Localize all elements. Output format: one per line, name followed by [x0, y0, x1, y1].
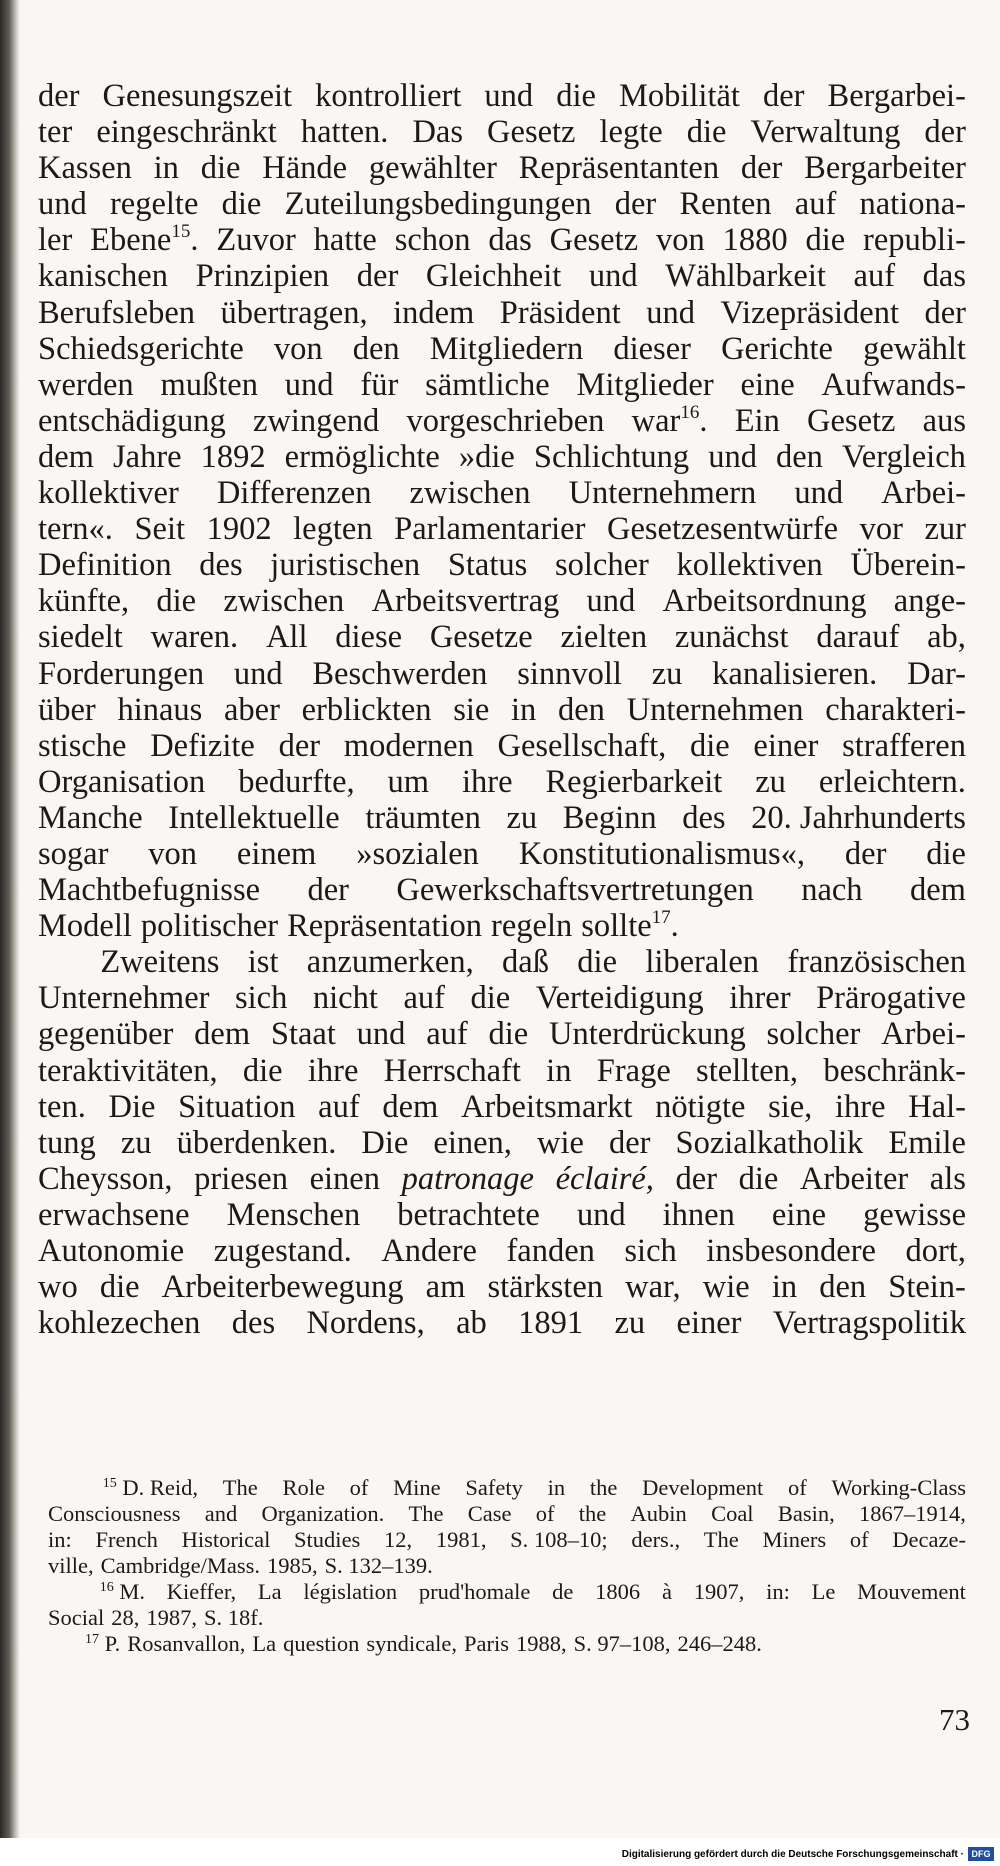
paragraph-1-line-15: künfte, die zwischen Arbeitsvertrag und Arbeitsordnung ange- [38, 583, 966, 620]
paragraph-1-line-3: Kassen in die Hände gewählter Repräsentanten der Bergarbeiter [38, 150, 966, 187]
paragraph-2-line-2: Unternehmer sich nicht auf die Verteidigung ihrer Prärogative [38, 980, 966, 1017]
page-edge-shadow [0, 0, 20, 1866]
paragraph-2-line-11: kohlezechen des Nordens, ab 1891 zu einer Vertragspolitik [38, 1305, 966, 1342]
paragraph-1-line-14: Definition des juristischen Status solcher kollektiven Überein- [38, 547, 966, 584]
footnote-17-line-1: $^{17}$ P. Rosanvallon, La question syndicale, Paris 1988, S. 97–108, 246–248. [85, 1631, 762, 1656]
paragraph-1-line-11: dem Jahre 1892 ermöglichte »die Schlichtung und den Vergleich [38, 438, 966, 475]
digitization-footer [0, 1838, 1000, 1866]
paragraph-1-line-24: Modell politischer Repräsentation regeln sollte$^{17}$. [38, 907, 679, 945]
footnote-16-line-2: Social 28, 1987, S. 18f. [48, 1605, 264, 1630]
paragraph-1-line-6: kanischen Prinzipien der Gleichheit und Wählbarkeit auf das [38, 258, 966, 295]
footnote-15-line-4: ville, Cambridge/Mass. 1985, S. 132–139. [48, 1553, 433, 1578]
paragraph-1-line-9: werden mußten und für sämtliche Mitglieder eine Aufwands- [38, 366, 966, 403]
footnote-15-line-1: $^{15}$ D. Reid, The Role of Mine Safety in the Development of Working-Class [102, 1475, 966, 1500]
dfg-logo-icon: DFG [968, 1847, 994, 1861]
paragraph-1-line-7: Berufsleben übertragen, indem Präsident und Vizepräsident der [38, 294, 966, 331]
paragraph-1-line-21: Manche Intellektuelle träumten zu Beginn des 20. Jahrhunderts [38, 799, 966, 836]
paragraph-1-line-19: stische Defizite der modernen Gesellschaft, die einer strafferen [38, 727, 966, 764]
page-number: 73 [939, 1702, 970, 1737]
paragraph-1-line-13: tern«. Seit 1902 legten Parlamentarier Gesetzesentwürfe vor zur [38, 511, 966, 548]
paragraph-2-line-10: wo die Arbeiterbewegung am stärksten war, wie in den Stein- [38, 1269, 966, 1306]
paragraph-1-line-12: kollektiver Differenzen zwischen Unternehmern und Arbei- [38, 475, 966, 512]
footnote-15-line-3: in: French Historical Studies 12, 1981, S. 108–10; ders., The Miners of Decaze- [48, 1527, 966, 1552]
paragraph-1-line-22: sogar von einem »sozialen Konstitutionalismus«, der die [38, 835, 966, 872]
paragraph-2-line-9: Autonomie zugestand. Andere fanden sich insbesondere dort, [38, 1233, 966, 1269]
paragraph-1-line-2: ter eingeschränkt hatten. Das Gesetz legte die Verwaltung der [38, 114, 966, 151]
footnote-16-line-1: $^{16}$ M. Kieffer, La législation prud'homale de 1806 à 1907, in: Le Mouvement [99, 1579, 966, 1604]
paragraph-1-line-20: Organisation bedurfte, um ihre Regierbarkeit zu erleichtern. [38, 763, 966, 800]
paragraph-1-line-23: Machtbefugnisse der Gewerkschaftsvertretungen nach dem [38, 872, 966, 909]
paragraph-2-line-4: teraktivitäten, die ihre Herrschaft in Frage stellten, beschränk- [38, 1052, 966, 1089]
paragraph-1-line-17: Forderungen und Beschwerden sinnvoll zu kanalisieren. Dar- [38, 655, 966, 692]
body-text [38, 78, 966, 1341]
paragraph-1-line-4: und regelte die Zuteilungsbedingungen der Renten auf nationa- [38, 186, 966, 223]
paragraph-1-line-16: siedelt waren. All diese Gesetze zielten zunächst darauf ab, [38, 619, 966, 656]
paragraph-1-line-8: Schiedsgerichte von den Mitgliedern dieser Gerichte gewählt [38, 330, 966, 367]
paragraph-2-line-7: Cheysson, priesen einen patronage éclairé, der die Arbeiter als [38, 1160, 966, 1197]
paragraph-2-line-6: tung zu überdenken. Die einen, wie der Sozialkatholik Emile [38, 1124, 966, 1161]
footnote-15-line-2: Consciousness and Organization. The Case of the Aubin Coal Basin, 1867–1914, [48, 1501, 966, 1526]
paragraph-1-line-1: der Genesungszeit kontrolliert und die Mobilität der Bergarbei- [38, 78, 966, 114]
paragraph-2-line-5: ten. Die Situation auf dem Arbeitsmarkt nötigte sie, ihre Hal- [38, 1088, 966, 1125]
paragraph-1-line-18: über hinaus aber erblickten sie in den Unternehmen charakteri- [38, 691, 966, 728]
footnotes [48, 1475, 966, 1657]
paragraph-2-line-8: erwachsene Menschen betrachtete und ihnen eine gewisse [38, 1196, 966, 1233]
paragraph-2-line-3: gegenüber dem Staat und auf die Unterdrückung solcher Arbei- [38, 1016, 966, 1053]
paragraph-1-line-5: ler Ebene$^{15}$. Zuvor hatte schon das Gesetz von 1880 die republi- [38, 221, 966, 259]
paragraph-1-line-10: entschädigung zwingend vorgeschrieben war$^{16}$. Ein Gesetz aus [38, 401, 966, 439]
paragraph-2-line-1: Zweitens ist anzumerken, daß die liberalen französischen [100, 944, 966, 981]
funding-note: Digitalisierung gefördert durch die Deutsche Forschungsgemeinschaft · [621, 1849, 964, 1860]
